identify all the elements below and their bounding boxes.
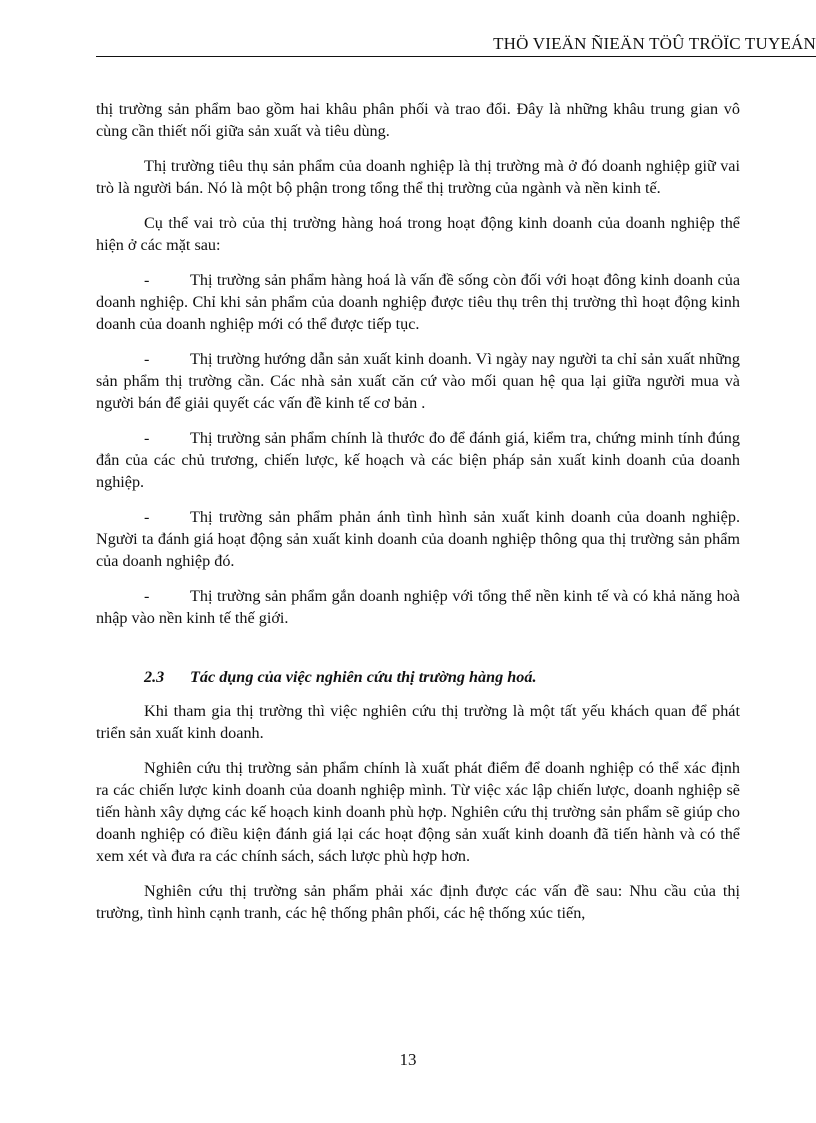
section-paragraph: Khi tham gia thị trường thì việc nghiên cứu thị trường là một tất yếu khách quan để phát triển sản xuất kinh doanh. (96, 702, 740, 742)
bullet-text: Thị trường sản phẩm chính là thước đo để đánh giá, kiểm tra, chứng minh tính đúng đắn của các chủ trương, chiến lược, kế hoạch và các biện pháp sản xuất kinh doanh của doanh nghiệp. (96, 429, 740, 491)
page-number: 13 (399, 1050, 417, 1069)
bullet-text: Thị trường hướng dẫn sản xuất kinh doanh. Vì ngày nay người ta chỉ sản xuất những sản phẩm thị trường cần. Các nhà sản xuất căn cứ vào mối quan hệ qua lại giữa người mua và người bán để giải quyết các vấn đề kinh tế cơ bản . (96, 350, 740, 412)
bullet-text: Thị trường sản phẩm phản ánh tình hình sản xuất kinh doanh của doanh nghiệp. Người ta đánh giá hoạt động sản xuất kinh doanh của doanh nghiệp thông qua thị trường sản phẩm của doanh nghiệp đó. (96, 508, 740, 570)
bullet-item (96, 348, 740, 414)
header-title: THÖ VIEÄN ÑIEÄN TÖÛ TRÖÏC TUYEÁN (493, 34, 816, 53)
bullet-dash: - (144, 429, 150, 447)
section-paragraph: Nghiên cứu thị trường sản phẩm chính là xuất phát điểm để doanh nghiệp có thể xác định ra các chiến lược kinh doanh của doanh nghiệp mình. Từ việc xác lập chiến lược, doanh nghiệp sẽ tiến hành xây dựng các kế hoạch kinh doanh phù hợp. Nghiên cứu thị trường sản phẩm sẽ giúp cho doanh nghiệp có điều kiện đánh giá lại các hoạt động sản xuất kinh doanh đã tiến hành và có thể xem xét và đưa ra các chính sách, sách lược phù hợp hơn. (96, 759, 740, 865)
bullet-item (96, 427, 740, 493)
paragraph-market-definition: Thị trường tiêu thụ sản phẩm của doanh nghiệp là thị trường mà ở đó doanh nghiệp giữ vai trò là người bán. Nó là một bộ phận trong tổng thể thị trường của ngành và nền kinh tế. (96, 157, 740, 197)
section-heading (96, 666, 740, 688)
bullet-item (96, 269, 740, 335)
bullet-dash: - (144, 271, 150, 289)
bullet-item (96, 585, 740, 629)
bullet-dash: - (144, 350, 150, 368)
bullet-text: Thị trường sản phẩm hàng hoá là vấn đề sống còn đối với hoạt đông kinh doanh của doanh nghiệp. Chỉ khi sản phẩm của doanh nghiệp được tiêu thụ trên thị trường thì hoạt động kinh doanh của doanh nghiệp mới có thể được tiếp tục. (96, 271, 740, 333)
bullet-dash: - (144, 587, 150, 605)
page-body (96, 98, 740, 937)
section-number: 2.3 (144, 668, 165, 686)
bullet-dash: - (144, 508, 150, 526)
section-paragraph: Nghiên cứu thị trường sản phẩm phải xác định được các vấn đề sau: Nhu cầu của thị trường, tình hình cạnh tranh, các hệ thống phân phối, các hệ thống xúc tiến, (96, 882, 740, 922)
paragraph-role-intro: Cụ thể vai trò của thị trường hàng hoá trong hoạt động kinh doanh của doanh nghiệp thể hiện ở các mặt sau: (96, 214, 740, 254)
section-title: Tác dụng của việc nghiên cứu thị trường hàng hoá. (190, 668, 537, 686)
page-header (96, 30, 816, 57)
bullet-item (96, 506, 740, 572)
bullet-text: Thị trường sản phẩm gắn doanh nghiệp với tổng thể nền kinh tế và có khả năng hoà nhập vào nền kinh tế thế giới. (96, 587, 740, 627)
paragraph-continuation: thị trường sản phẩm bao gồm hai khâu phân phối và trao đổi. Đây là những khâu trung gian vô cùng cần thiết nối giữa sản xuất và tiêu dùng. (96, 100, 740, 140)
